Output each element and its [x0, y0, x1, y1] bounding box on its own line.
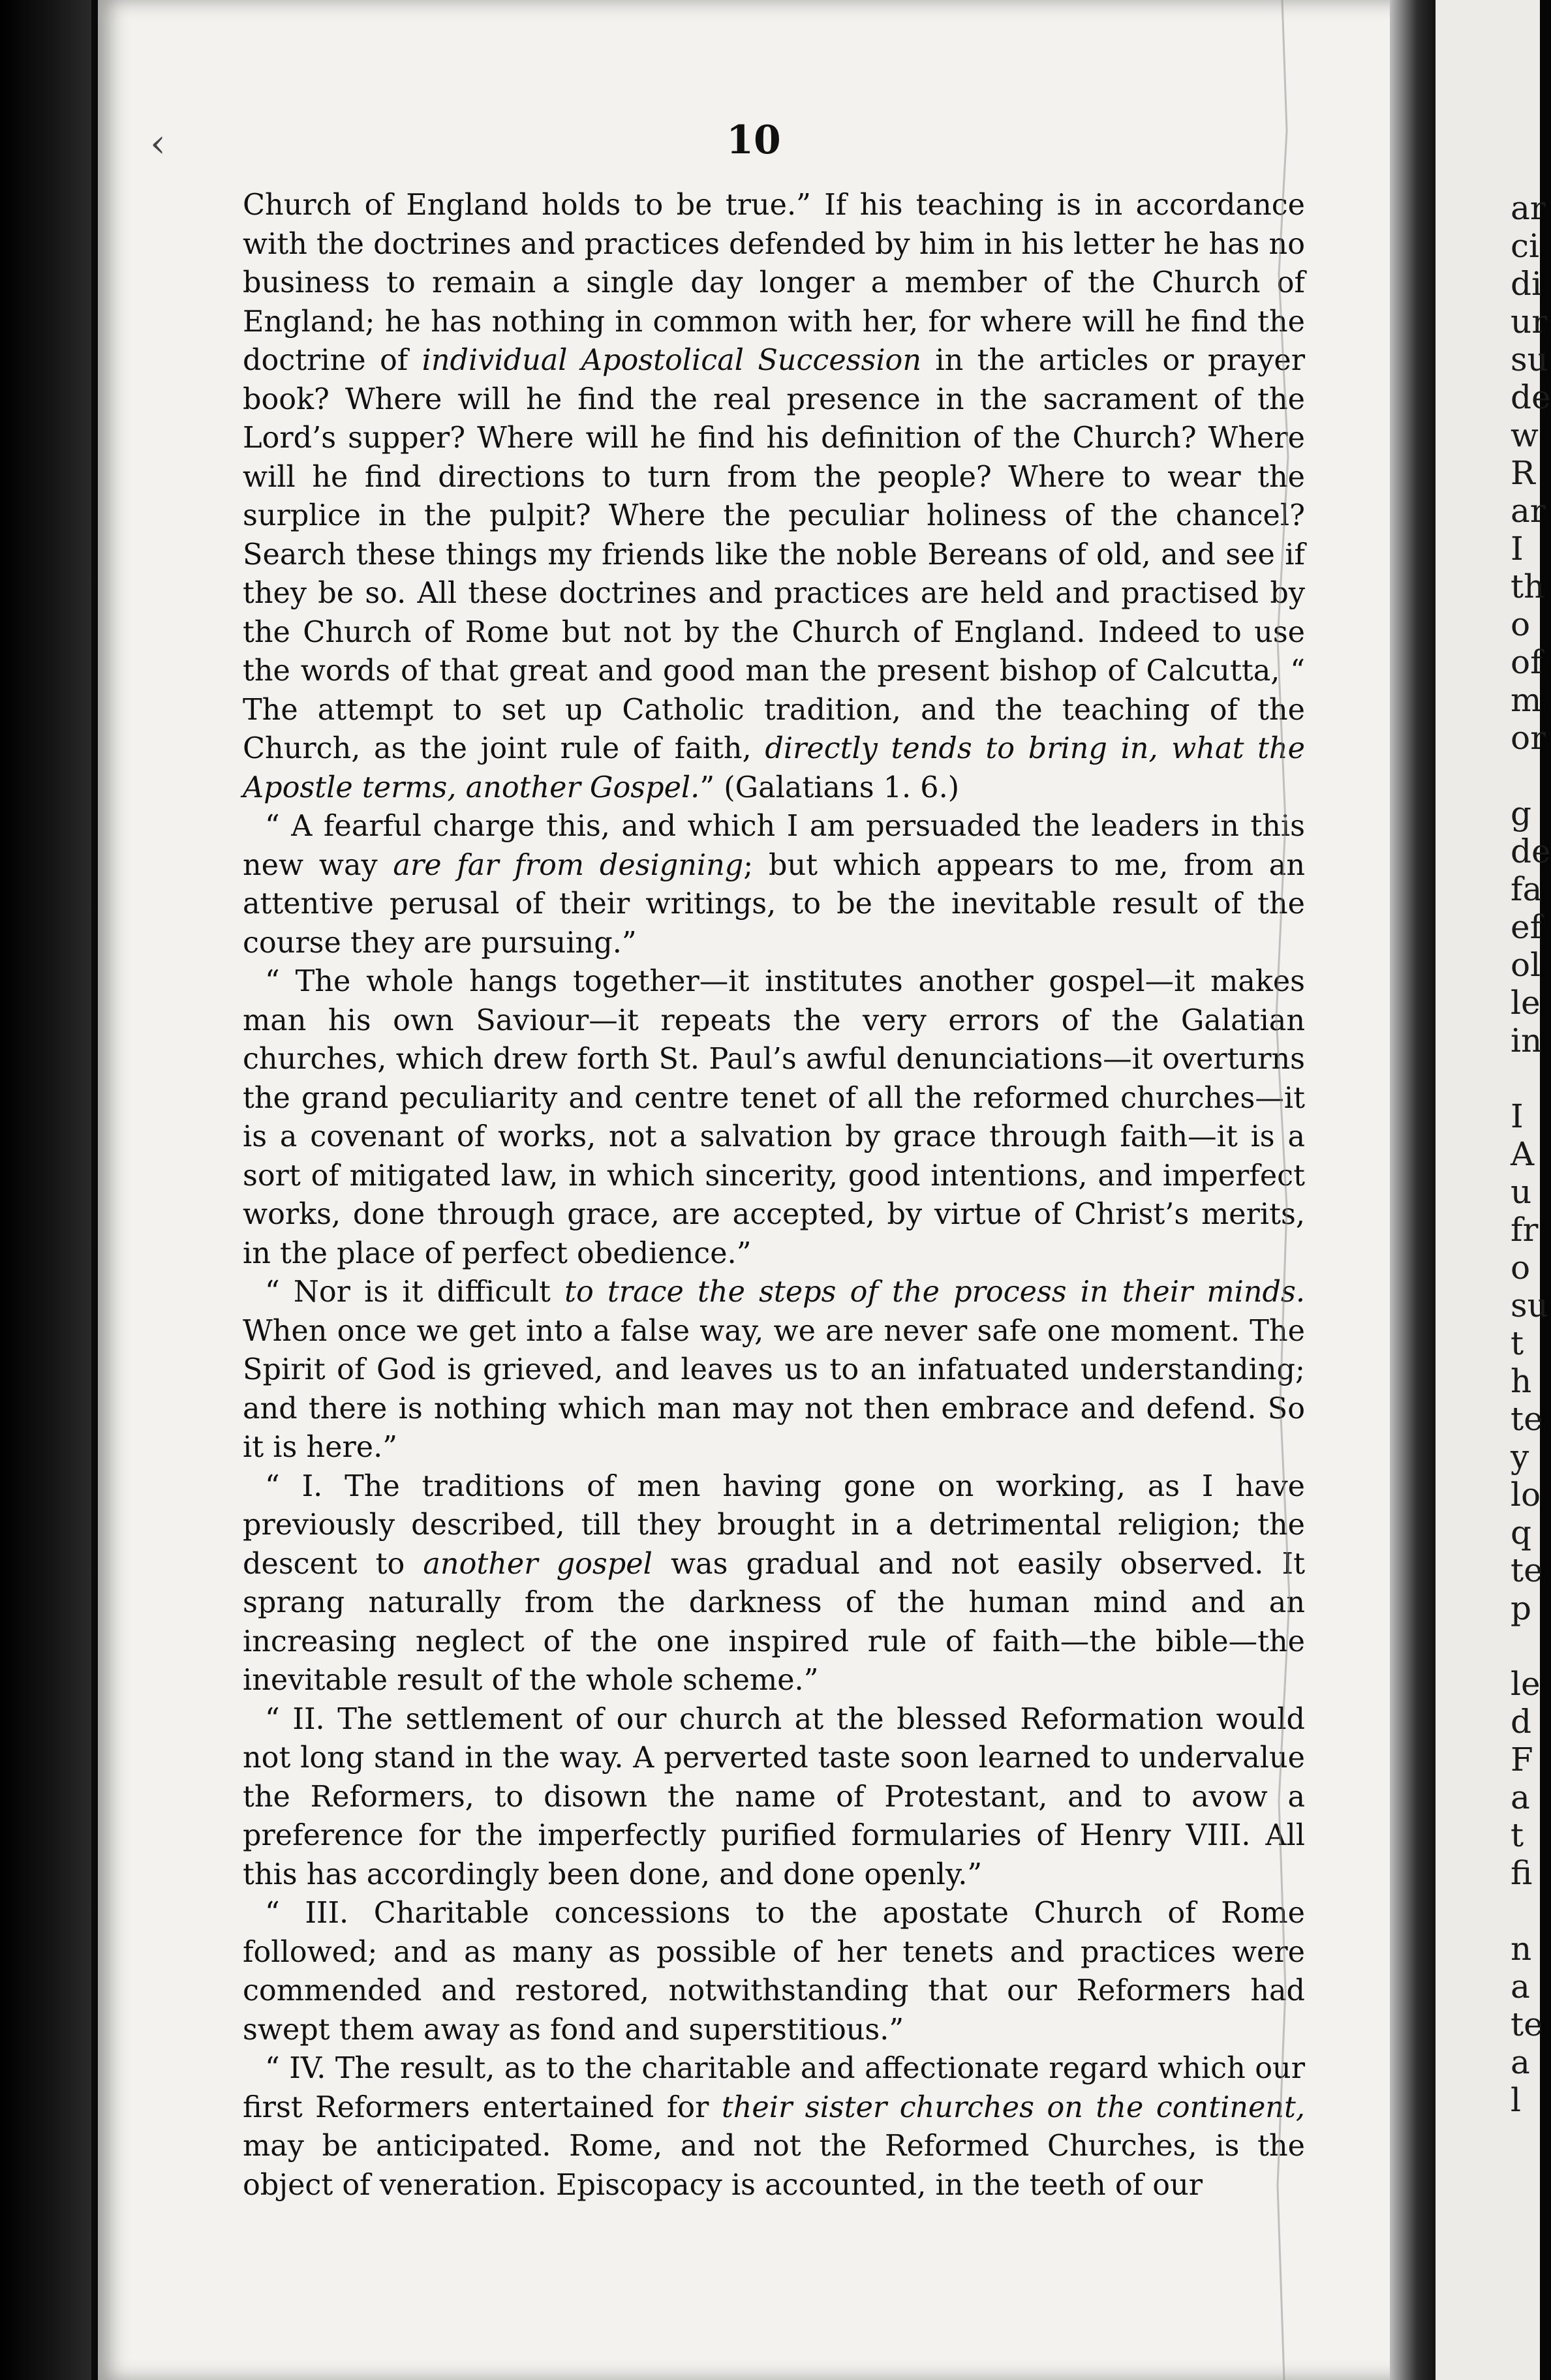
facing-page-fragment — [1511, 757, 1540, 795]
facing-page-fragment: p — [1511, 1589, 1532, 1627]
facing-page-fragment: fr — [1511, 1211, 1539, 1249]
paragraph — [243, 186, 1305, 807]
facing-page-fragment: o — [1511, 1249, 1531, 1287]
text-run: “ I. The traditions of men having gone on working, as I have previously described, till they brought in a detrimental religion; the descent to — [243, 1469, 1305, 1581]
facing-page-fragment: d — [1511, 1703, 1532, 1741]
facing-page-fragment: w — [1511, 416, 1539, 454]
facing-page-fragment: a — [1511, 1968, 1530, 2006]
facing-page-fragment: q — [1511, 1514, 1532, 1551]
italic-text: to trace the steps of the process in their minds. — [564, 1275, 1305, 1309]
facing-page-fragment: in — [1511, 1022, 1543, 1060]
text-run: “ Nor is it difficult — [265, 1275, 565, 1309]
facing-page-fragment: ci — [1511, 227, 1539, 265]
facing-page-fragment: te — [1511, 1551, 1543, 1589]
facing-page-fragment: t — [1511, 1324, 1524, 1362]
facing-page-fragment: su — [1511, 1287, 1548, 1324]
italic-text: their sister churches on the continent, — [721, 2090, 1305, 2124]
text-run: “ III. Charitable concessions to the apostate Church of Rome followed; and as many as possible of her tenets and practices were commended and restored, notwithstanding that our Reformers had swept them away as fond and superstitious.” — [243, 1897, 1305, 2047]
facing-page-fragment: of — [1511, 643, 1543, 681]
facing-page-fragment: di — [1511, 265, 1542, 303]
text-run: When once we get into a false way, we are never safe one moment. The Spirit of God is grieved, and leaves us to an infatuated understanding; and there is nothing which man may not then embrace and defend. So it is here.” — [243, 1314, 1305, 1464]
text-run: “ A fearful charge this, and which I am persuaded the leaders in this new way — [243, 810, 1305, 882]
facing-page-fragment: l — [1511, 2081, 1521, 2119]
page-number: 10 — [726, 117, 781, 163]
facing-page-fragment: u — [1511, 1173, 1532, 1211]
italic-text: another gospel — [423, 1547, 653, 1581]
text-run: “ IV. The result, as to the charitable and affectionate regard which our first Reformers entertained for — [243, 2052, 1305, 2124]
paragraph — [243, 1467, 1305, 1700]
facing-page-fragment: t — [1511, 1816, 1524, 1854]
facing-page-fragment: F — [1511, 1741, 1533, 1778]
italic-text: individual Apostolical Succession — [422, 344, 922, 377]
facing-page-fragment — [1511, 1060, 1540, 1097]
facing-page-fragment: A — [1511, 1135, 1535, 1173]
paragraph — [243, 807, 1305, 962]
facing-page-fragment: a — [1511, 1778, 1530, 1816]
facing-page-fragment: m — [1511, 681, 1542, 719]
facing-page-fragment: te — [1511, 1400, 1543, 1438]
page-gutter-shadow — [1390, 0, 1436, 2380]
facing-page-fragment: le — [1511, 984, 1541, 1022]
paragraph — [243, 1273, 1305, 1467]
facing-page-fragment: te — [1511, 2006, 1543, 2043]
page-body-text — [243, 186, 1305, 2205]
italic-text: are far from designing — [393, 848, 744, 882]
facing-page-fragment: ar — [1511, 189, 1546, 227]
paragraph — [243, 962, 1305, 1273]
facing-page-fragment: ol — [1511, 946, 1541, 984]
facing-page-fragment: I — [1511, 530, 1524, 568]
paragraph — [243, 2049, 1305, 2205]
facing-page-text-fragments — [1511, 189, 1551, 2119]
facing-page-fragment: g — [1511, 795, 1532, 832]
paragraph — [243, 1894, 1305, 2049]
text-run: in the articles or prayer book? Where will he find the real presence in the sacrament of the Lord’s supper? Where will he find his definition of the Church? Where will he find directions to turn from the people? Where to wear the surplice in the pulpit? Where the peculiar holiness of the chancel? Search these things my friends like the noble Bereans of old, and see if they be so. All these doctrines and practices are held and practised by the Church of Rome but not by the Church of England. Indeed to use the words of that great and good man the present bishop of Calcutta, “ The attempt to set up Catholic tradition, and the teaching of the Church, as the joint rule of faith, — [243, 344, 1306, 765]
facing-page-fragment: ef — [1511, 908, 1543, 946]
facing-page-fragment — [1511, 1627, 1540, 1665]
facing-page-fragment: de — [1511, 378, 1551, 416]
facing-page-fragment: lo — [1511, 1476, 1541, 1514]
facing-page-fragment: fi — [1511, 1854, 1533, 1892]
facing-page-fragment: I — [1511, 1097, 1524, 1135]
facing-page-fragment: a — [1511, 2043, 1530, 2081]
text-run: “ II. The settlement of our church at the blessed Reformation would not long stand in the way. A perverted taste soon learned to undervalue the Reformers, to disown the name of Protestant, and to avow a preference for the imperfectly purified formularies of Henry VIII. All this has accordingly been done, and done openly.” — [243, 1702, 1305, 1891]
text-run: “ The whole hangs together—it institutes another gospel—it makes man his own Saviour—it repeats the very errors of the Galatian churches, which drew forth St. Paul’s awful denunciations—it overturns the grand peculiarity and centre tenet of all the reformed churches—it is a covenant of works, not a salvation by grace through faith—it is a sort of mitigated law, in which sincerity, good intentions, and imperfect works, done through grace, are accepted, by virtue of Christ’s merits, in the place of perfect obedience.” — [243, 965, 1305, 1270]
book-binding-edge — [0, 0, 91, 2380]
facing-page-fragment: fa — [1511, 870, 1543, 908]
italic-text: directly tends to bring in, what the Apostle terms, another Gospel. — [243, 732, 1305, 804]
text-run: ” (Galatians 1. 6.) — [699, 770, 960, 804]
facing-page-fragment: h — [1511, 1362, 1532, 1400]
text-run: Church of England holds to be true.” If his teaching is in accordance with the doctrines and practices defended by him in his letter he has no business to remain a single day longer a member of the Church of England; he has nothing in common with her, for where will he find the doctrine of — [243, 189, 1305, 377]
facing-page-fragment: ar — [1511, 492, 1546, 530]
facing-page-fragment: R — [1511, 454, 1535, 492]
facing-page-fragment — [1511, 1892, 1540, 1930]
text-run: may be anticipated. Rome, and not the Reformed Churches, is the object of veneration. Episcopacy is accounted, in the teeth of our — [243, 2129, 1305, 2202]
paragraph — [243, 1700, 1305, 1895]
text-run: ; but which appears to me, from an attentive perusal of their writings, to be the inevitable result of the course they are pursuing.” — [243, 848, 1305, 960]
facing-page-fragment: th — [1511, 568, 1545, 605]
facing-page-fragment: n — [1511, 1930, 1532, 1968]
facing-page-fragment: or — [1511, 719, 1546, 757]
facing-page-fragment: de — [1511, 832, 1551, 870]
text-run: was gradual and not easily observed. It sprang naturally from the darkness of the human mind and an increasing neglect of the one inspired rule of faith—the bible—the inevitable result of the whole scheme.” — [243, 1547, 1305, 1697]
margin-mark: ‹ — [150, 121, 166, 166]
facing-page-fragment: o — [1511, 605, 1531, 643]
facing-page-fragment: y — [1511, 1438, 1529, 1476]
facing-page-fragment: ur — [1511, 303, 1548, 341]
facing-page-fragment: le — [1511, 1665, 1541, 1703]
facing-page-fragment: su — [1511, 341, 1548, 378]
